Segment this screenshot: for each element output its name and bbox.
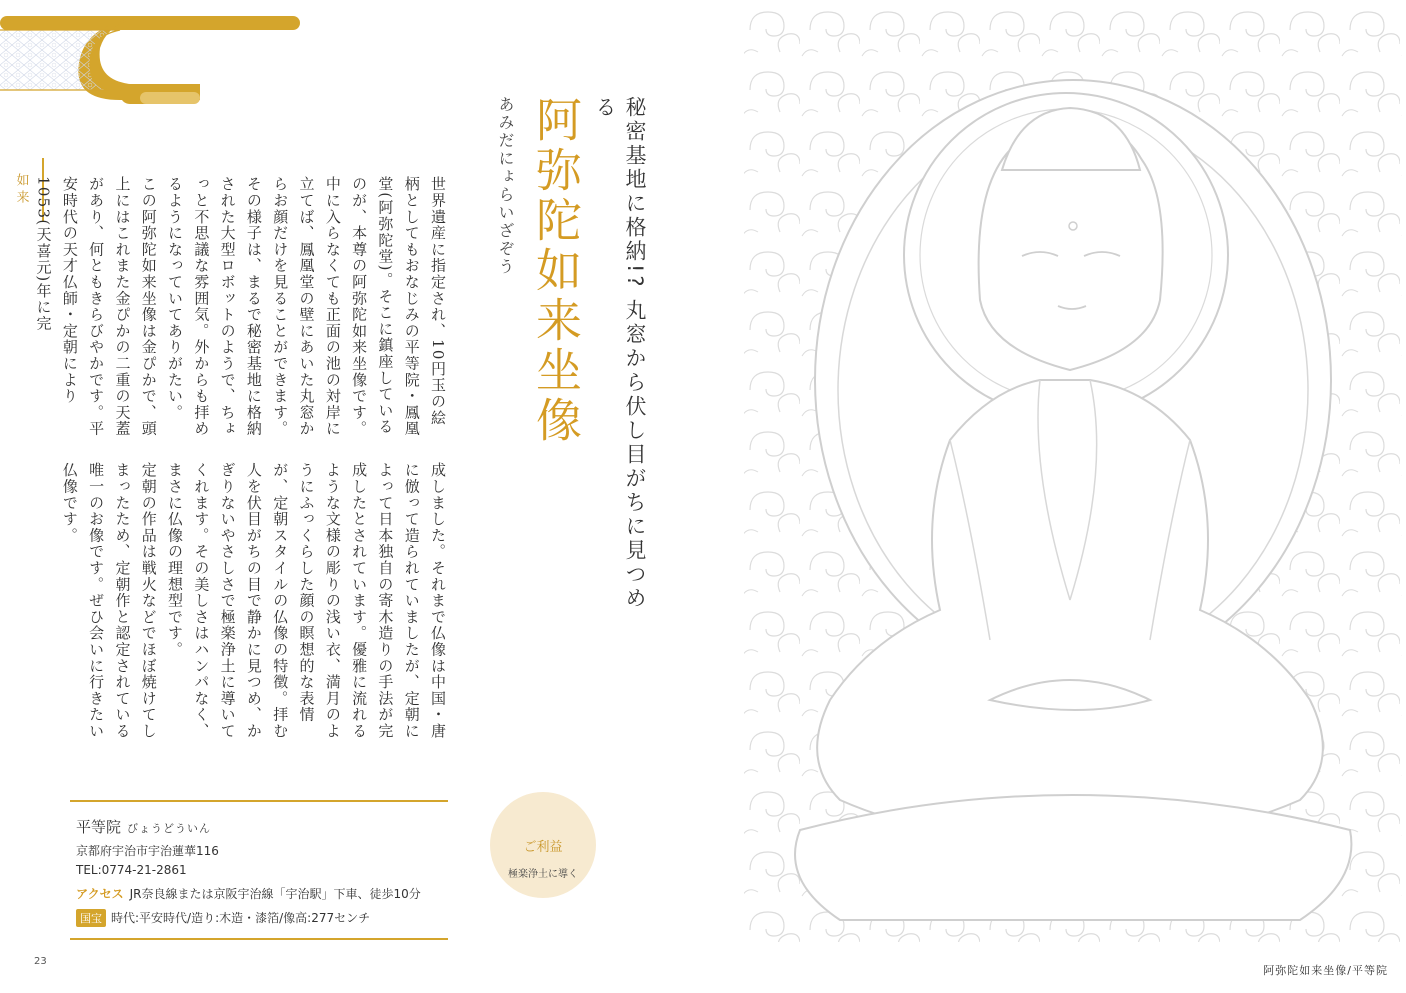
page-title: 阿弥陀如来坐像	[529, 96, 583, 446]
paragraph: 定朝の作品は戦火などでほぼ焼けてしまったため、定朝作と認定されている唯一のお像です。ぜひ会いに行きたい仏像です。	[60, 462, 158, 740]
temple-phone: TEL:0774-21-2861	[76, 863, 187, 877]
temple-name	[76, 816, 211, 837]
right-page	[740, 0, 1406, 993]
national-treasure-badge: 国宝	[76, 909, 106, 927]
footer-caption: 阿弥陀如来坐像/平等院	[1263, 964, 1388, 977]
goriyaku-text: 極楽浄土に導く	[508, 869, 578, 880]
temple-access	[76, 885, 421, 902]
temple-name-text: 平等院	[76, 818, 122, 836]
temple-address: 京都府宇治市宇治蓮華116	[76, 844, 219, 858]
cloud-pattern-decoration	[0, 0, 310, 112]
page-number: 23	[34, 956, 47, 967]
paragraph: 世界遺産に指定され、10円玉の絵柄としてもおなじみの平等院・鳳凰堂(阿弥陀堂)。そこに鎮座しているのが、本尊の阿弥陀如来坐像です。中に入らなくても正面の池の対岸に立てば、鳳凰堂の壁にあいた丸窓からお顔だけを見ることができます。その様子は、まるで秘密基地に格納された大型ロボットのようで、ちょっと不思議な雰囲気。外からも拝めるようになっていてありがたい。	[166, 176, 447, 437]
access-text: JR奈良線または京阪宇治線「宇治駅」下車、徒歩10分	[129, 887, 421, 901]
goriyaku-label: ご利益	[523, 840, 563, 855]
paragraph: この阿弥陀如来坐像は金ぴかで、頭上にはこれまた金ぴかの二重の天蓋があり、何ともきらびやかです。平安時代の天才仏師・定朝により1053(天喜元)年に完	[34, 176, 158, 437]
section-tab-label: 如来	[13, 173, 29, 207]
amida-buddha-illustration	[740, 0, 1406, 945]
subtitle: 秘密基地に格納!? 丸窓から伏し目がちに見つめる	[593, 96, 647, 612]
temple-info-box	[70, 800, 448, 940]
statue-meta	[76, 909, 370, 927]
paragraph: 成しました。それまで仏像は中国・唐に倣って造られていましたが、定朝によって日本独自の寄木造りの手法が完成したとされています。優雅に流れるような文様の彫りの浅い衣、満月のようにふっくらした顔の瞑想的な表情が、定朝スタイルの仏像の特徴。拝む人を伏目がちの目で静かに見つめ、かぎりないやさしさで極楽浄土に導いてくれます。その美しさはハンパなく、まさに仏像の理想型です。	[166, 462, 447, 740]
body-text-upper	[34, 176, 451, 441]
temple-name-reading: びょうどういん	[127, 822, 212, 835]
goriyaku-badge	[490, 792, 596, 898]
title-reading: あみだにょらいざぞう	[496, 96, 515, 276]
body-text-lower	[60, 462, 451, 742]
access-label: アクセス	[76, 887, 124, 901]
statue-meta-text: 時代:平安時代/造り:木造・漆箔/像高:277センチ	[111, 911, 371, 925]
